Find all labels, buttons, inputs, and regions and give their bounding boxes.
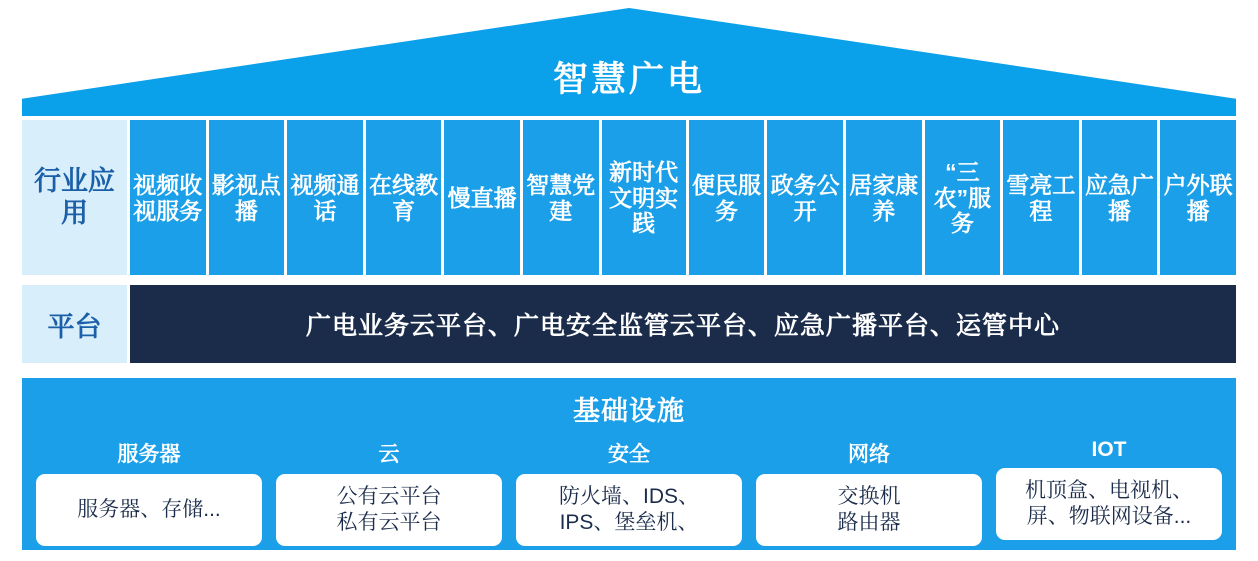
app-item-convenience-service[interactable]: 便民服务 <box>689 120 765 275</box>
platform-layer-content: 广电业务云平台、广电安全监管云平台、应急广播平台、运管中心 <box>130 285 1236 363</box>
infrastructure-column-iot <box>996 438 1222 546</box>
infrastructure-box-network-line-2: 路由器 <box>837 511 901 534</box>
infrastructure-box-iot[interactable] <box>996 468 1222 540</box>
roof-banner <box>22 8 1236 116</box>
infrastructure-box-server[interactable] <box>36 474 262 546</box>
infrastructure-box-security[interactable] <box>516 474 742 546</box>
application-items <box>130 120 1236 275</box>
platform-layer-label: 平台 <box>22 285 127 363</box>
infrastructure-layer <box>22 378 1236 550</box>
app-item-online-education[interactable]: 在线教育 <box>366 120 442 275</box>
app-item-emergency-broadcast[interactable]: 应急广播 <box>1082 120 1158 275</box>
infrastructure-column-title-iot: IOT <box>1091 438 1127 461</box>
app-item-slow-live[interactable]: 慢直播 <box>444 120 520 275</box>
infrastructure-box-network-line-1: 交换机 <box>837 484 901 508</box>
infrastructure-box-security-line-1: 防火墙、IDS、 <box>558 484 699 508</box>
app-item-smart-party-building[interactable]: 智慧党建 <box>523 120 599 275</box>
infrastructure-column-cloud <box>276 438 502 546</box>
application-layer-label: 行业应用 <box>22 120 127 275</box>
infrastructure-column-title-server: 服务器 <box>117 443 181 466</box>
platform-layer <box>22 285 1236 363</box>
application-layer <box>22 120 1236 275</box>
infrastructure-box-server-line-1: 服务器、存储... <box>77 497 221 521</box>
app-item-video-call[interactable]: 视频通话 <box>287 120 363 275</box>
infrastructure-columns <box>36 438 1222 546</box>
infrastructure-column-server <box>36 438 262 546</box>
app-item-bright-snow-project[interactable]: 雪亮工程 <box>1003 120 1079 275</box>
infrastructure-column-security <box>516 438 742 546</box>
infrastructure-box-cloud-line-1: 公有云平台 <box>336 484 442 508</box>
infrastructure-column-network <box>756 438 982 546</box>
app-item-government-affairs-disclosure[interactable]: 政务公开 <box>767 120 843 275</box>
app-item-video-viewing-service[interactable]: 视频收视服务 <box>130 120 206 275</box>
infrastructure-column-title-network: 网络 <box>848 443 890 466</box>
infrastructure-box-iot-line-2: 屏、物联网设备... <box>1026 505 1192 528</box>
infrastructure-box-cloud[interactable] <box>276 474 502 546</box>
infrastructure-column-title-cloud: 云 <box>378 443 400 466</box>
app-item-home-healthcare[interactable]: 居家康养 <box>846 120 922 275</box>
app-item-new-era-civilization-practice[interactable]: 新时代文明实践 <box>602 120 686 275</box>
infrastructure-box-security-line-2: IPS、堡垒机、 <box>559 511 699 534</box>
app-item-film-on-demand[interactable]: 影视点播 <box>209 120 285 275</box>
infrastructure-box-network[interactable] <box>756 474 982 546</box>
infrastructure-box-cloud-line-2: 私有云平台 <box>336 511 442 534</box>
roof-title: 智慧广电 <box>552 60 705 99</box>
infrastructure-title: 基础设施 <box>573 396 685 426</box>
infrastructure-column-title-security: 安全 <box>608 443 650 466</box>
infrastructure-box-iot-line-1: 机顶盒、电视机、 <box>1025 478 1193 502</box>
app-item-three-rural-service[interactable]: “三农”服务 <box>925 120 1001 275</box>
app-item-outdoor-broadcast[interactable]: 户外联播 <box>1160 120 1236 275</box>
